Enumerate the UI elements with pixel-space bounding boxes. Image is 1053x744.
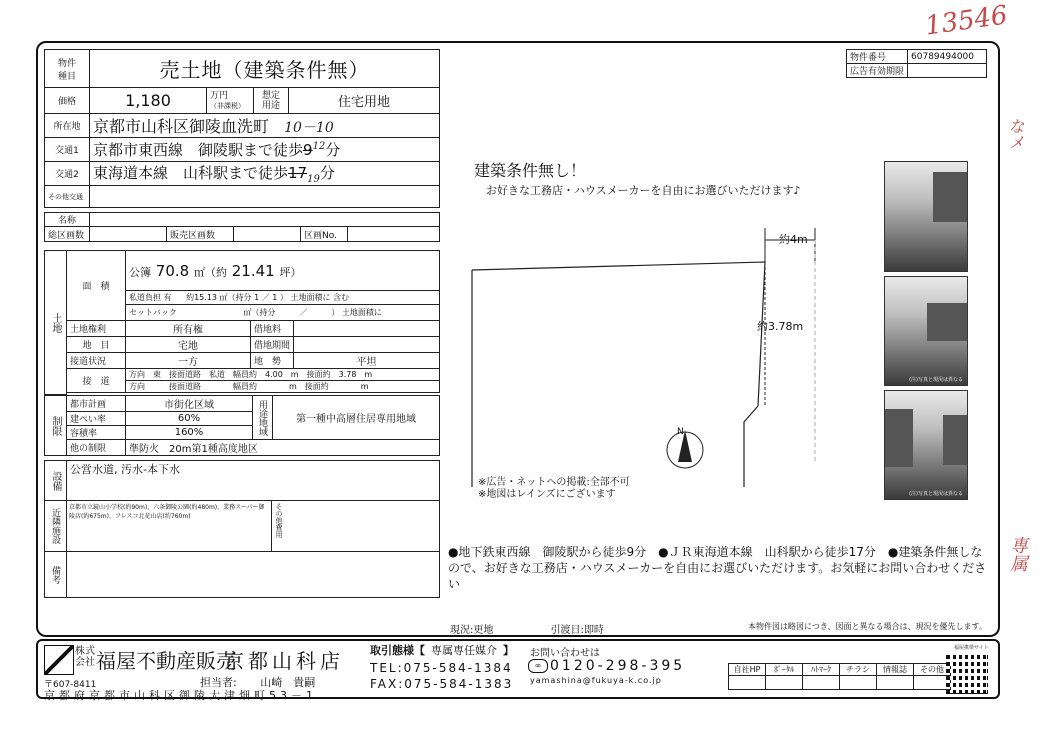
m2-unit: ㎡: [193, 265, 205, 279]
media-col-2: ﾎﾟｰﾀﾙ: [766, 664, 803, 676]
address-handwritten: 10－10: [284, 120, 334, 136]
setback-share: ㎡（持分 ／ ）: [243, 308, 340, 317]
private-road-val: 有: [163, 293, 172, 302]
property-info: [44, 49, 440, 598]
media-col-5: 情報誌: [877, 664, 914, 676]
property-id: 60789494000: [908, 50, 987, 64]
nearby-cell: [67, 501, 440, 552]
road1: 方向 東 接面道路 私道 幅員約 4.00 m 接面約 3.78 m: [126, 369, 440, 381]
rep-label: 担当者:: [200, 676, 237, 689]
city-plan-label: 都市計画: [67, 396, 126, 412]
current-label: 現況:: [450, 625, 474, 636]
use-label: 想定 用途: [254, 88, 289, 114]
private-road-area: 約15.13: [186, 293, 217, 302]
category-label: 地 目: [67, 337, 126, 353]
media-col-1: 自社HP: [729, 664, 766, 676]
lease-label: 借地料: [251, 321, 294, 337]
zone-label: 用途地域: [253, 396, 273, 440]
sales-lots-value: [234, 227, 301, 242]
facilities-label: 設備: [45, 461, 67, 501]
status-row: [450, 621, 604, 636]
bcr-label: 建ぺい率: [67, 412, 126, 426]
deal-label: 取引態様【: [370, 644, 425, 657]
name-label: 名称: [45, 213, 90, 227]
transport2-unit: 分: [319, 164, 335, 182]
zone: 第一種中高層住居専用地域: [273, 396, 440, 440]
transport1-handwritten: 12: [312, 141, 326, 152]
ad-expiry: [908, 64, 987, 78]
media-col-6: その他: [914, 664, 951, 676]
price-label: 価格: [45, 88, 90, 114]
site-photo-1: [884, 161, 968, 272]
media-col-3: ﾊﾄﾏｰｸ: [803, 664, 840, 676]
bcr: 60%: [126, 412, 253, 426]
company-name: 福屋不動産販売: [96, 649, 236, 673]
branch-name: 京都山科店: [224, 649, 344, 673]
transport2-handwritten: 19: [307, 174, 320, 185]
private-road-share: ㎡（持分 1 ／ 1 ）: [219, 293, 288, 302]
disclaimer: 本物件図は略図につき、図面と異なる場合は、現況を優先します。: [748, 622, 987, 631]
road-label: 接 道: [67, 369, 126, 393]
headline-title: 建築条件無し！: [474, 161, 587, 180]
transport1-cell: [90, 138, 440, 162]
price-unit: 万円: [210, 90, 229, 101]
land-side-label: 土地: [45, 251, 67, 395]
qr-label: 福屋携帯サイト: [954, 645, 989, 651]
contact: 一方: [126, 353, 251, 369]
road2: 方向 接面道路 幅員約 m 接面約 m: [126, 381, 440, 393]
far: 160%: [126, 426, 253, 440]
price: 1,180: [90, 88, 207, 114]
deal: 専属専任媒介: [431, 644, 497, 657]
property-id-box: [846, 49, 987, 78]
plot-outline: [472, 262, 765, 487]
transport2-label: 交通2: [45, 162, 90, 186]
category: 宅地: [126, 337, 251, 353]
remarks-label: 備考: [45, 552, 67, 598]
official-label: 公簿: [129, 265, 151, 279]
site-plan: [460, 222, 860, 492]
transport2-cell: [90, 162, 440, 186]
property-type: 売土地（建築条件無）: [90, 50, 440, 88]
transport1-unit: 分: [325, 141, 341, 159]
qr-code: [946, 652, 988, 694]
handwritten-number: 13546: [923, 0, 1010, 42]
address-cell: [90, 114, 440, 138]
email: yamashina@fukuya-k.co.jp: [530, 676, 662, 685]
intended-use: 住宅用地: [289, 88, 440, 114]
plan-note-ad: ※広告・ネットへの掲載:全部不可: [478, 477, 630, 488]
name-value: [90, 213, 440, 227]
deal-close: 】: [503, 644, 514, 657]
handwritten-mark: なメ: [1006, 118, 1025, 150]
site-photo-3: [884, 390, 968, 500]
rep: 山崎 貴嗣: [260, 676, 316, 689]
headline-sub: お好きな工務店・ハウスメーカーを自由にお選びいただけます♪: [486, 184, 801, 197]
media-table: [728, 663, 951, 690]
nearby-label: 近隣施設: [45, 501, 67, 552]
company-type: 株式 会社: [75, 646, 95, 668]
setback-label: セットバック: [129, 308, 177, 317]
free-dial: 0120-298-395: [550, 658, 686, 674]
area-main: [126, 251, 440, 291]
freedial-icon: ∞: [528, 659, 548, 673]
far-label: 容積率: [67, 426, 126, 440]
plan-depth: 約3.78m: [757, 320, 804, 333]
private-road-row: [126, 291, 440, 305]
ad-expiry-label: 広告有効期限: [847, 64, 908, 78]
setback-row: [126, 305, 440, 321]
contact-label: 接道状況: [67, 353, 126, 369]
photo-caption-2: (注)写真と現況は異なる: [909, 377, 963, 383]
photo-caption-3: (注)写真と現況は異なる: [909, 491, 963, 497]
private-road-label: 私道負担: [129, 293, 161, 302]
transport1: 京都市東西線 御陵駅まで徒歩: [93, 141, 304, 159]
type-label: 物件 種目: [45, 50, 90, 88]
lease-value: [294, 321, 440, 337]
footer-address: 京都府京都市山科区御陵大津畑町53－1: [44, 689, 317, 702]
terrain: 平坦: [294, 353, 440, 369]
remarks: [67, 552, 440, 598]
handwritten-exclusive: 専属: [1007, 536, 1028, 572]
other-cost-label: その他費用: [271, 501, 286, 551]
address-label: 所在地: [45, 114, 90, 138]
transport2-min: 17: [288, 164, 308, 182]
nearby-list: 京都市立鏡山小学校(約90m)、六条御陵公園(約480m)、業務スーパー御陵店(約675m)、フレスコ北花山店(約760m): [69, 504, 265, 520]
promo-text: ●地下鉄東西線 御陵駅から徒歩9分 ●ＪＲ東海道本線 山科駅から徒歩17分 ●建築条件無しなので、お好きな工務店・ハウスメーカーを自由にお選びいただけます。お気軽にお問い合わせください: [448, 545, 987, 591]
plan-note-map: ※地図はレインズにございます: [478, 489, 616, 500]
other-transport: [90, 186, 440, 208]
company-logo: [44, 645, 74, 675]
lease-period-label: 借地期間: [251, 337, 294, 353]
price-unit-cell: [207, 88, 254, 114]
private-road-included: 土地面積に 含む: [290, 293, 349, 302]
other-restrict: 準防火 20m第1種高度地区: [126, 440, 440, 456]
current: 更地: [473, 625, 494, 636]
area-label: 面 積: [67, 251, 126, 321]
plan-width: 約4m: [779, 233, 808, 246]
setback-included: 土地面積に: [341, 308, 382, 317]
facilities: 公営水道, 汚水-本下水: [67, 461, 440, 501]
compass-n: N: [677, 427, 684, 437]
tax-note: （非課税）: [210, 101, 245, 110]
tsubo-open: （約: [204, 265, 227, 279]
zip: 〒607-8411: [44, 680, 97, 690]
address: 京都市山科区御陵血洗町: [93, 117, 270, 136]
tel: TEL:075-584-1384: [370, 661, 513, 675]
lot-no-label: 区画No.: [301, 227, 348, 242]
terrain-label: 地 勢: [251, 353, 294, 369]
area-m2: 70.8: [155, 261, 190, 280]
delivery: 即時: [583, 625, 604, 636]
rights: 所有権: [126, 321, 251, 337]
deal-row: [370, 642, 514, 658]
area-tsubo: 21.41: [231, 261, 275, 280]
lease-period: [294, 337, 440, 353]
restrict-side-label: 制限: [45, 396, 67, 456]
transport1-min: 9: [303, 141, 313, 159]
lot-no-value: [348, 227, 440, 242]
sales-lots-label: 販売区画数: [167, 227, 234, 242]
rights-label: 土地権利: [67, 321, 126, 337]
lots-label: 総区画数: [45, 227, 90, 242]
fax: FAX:075-584-1383: [370, 677, 514, 691]
delivery-label: 引渡日:: [550, 625, 584, 636]
transport2: 東海道本線 山科駅まで徒歩: [93, 164, 289, 182]
inquiry: お問い合わせは: [530, 648, 600, 659]
other-restrict-label: 他の制限: [67, 440, 126, 456]
id-label: 物件番号: [847, 50, 908, 64]
site-photo-2: [884, 276, 968, 386]
lots-value: [90, 227, 167, 242]
other-transport-label: その他交通: [45, 186, 90, 208]
tsubo-unit: 坪）: [279, 265, 302, 279]
city-plan: 市街化区域: [126, 396, 253, 412]
media-col-4: チラシ: [840, 664, 877, 676]
transport1-label: 交通1: [45, 138, 90, 162]
